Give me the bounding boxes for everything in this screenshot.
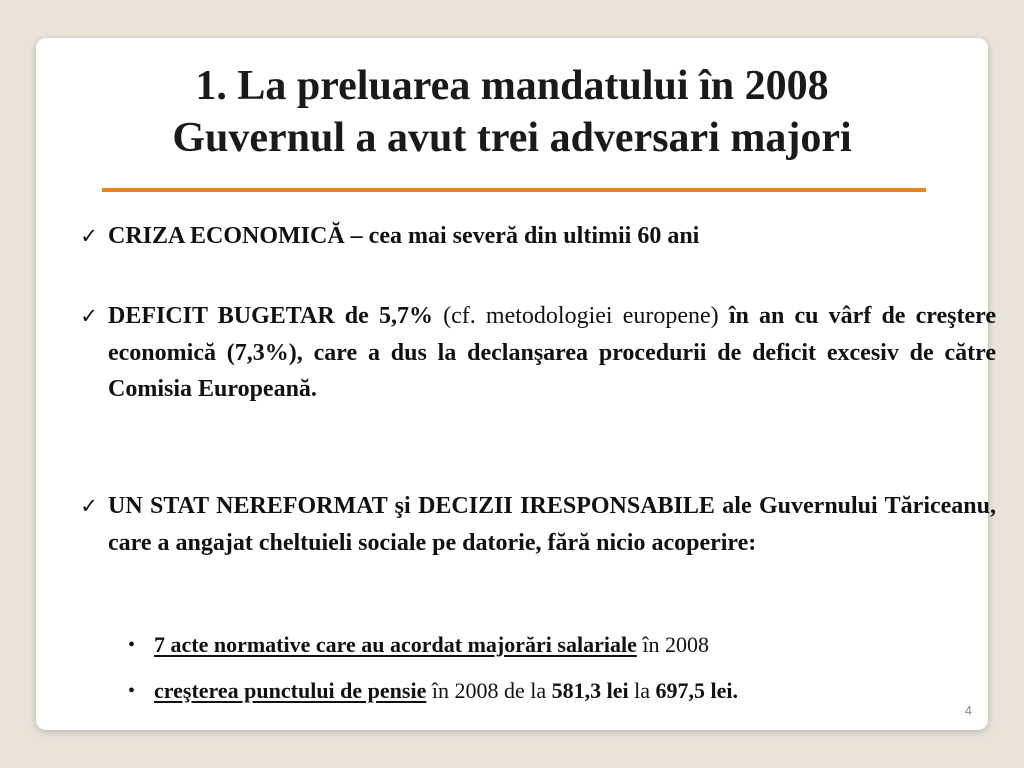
- bullet-text: [108, 298, 996, 408]
- checkmark-icon: ✓: [80, 224, 98, 248]
- sub-bullet-mid2: la: [628, 678, 656, 703]
- page-number: 4: [964, 703, 972, 718]
- bullet-item-budget-deficit: [78, 298, 996, 408]
- sub-bullet-underlined: creşterea punctului de pensie: [154, 678, 427, 703]
- pension-value-to: 697,5 lei.: [655, 678, 739, 703]
- bullet-dot-icon: •: [128, 680, 136, 702]
- sub-bullet-mid: în 2008 de la: [426, 678, 552, 703]
- bullet-text: UN STAT NEREFORMAT şi DECIZII IRESPONSABILE ale Guvernului Tăriceanu, care a angajat cheltuieli sociale pe datorie, fără nicio acoperire:: [108, 493, 996, 556]
- bullet-item-unreformed-state: [78, 488, 996, 561]
- bullet-bold-lead: DEFICIT BUGETAR de 5,7%: [108, 303, 433, 329]
- title-underline-divider: [102, 188, 926, 192]
- bullet-text: CRIZA ECONOMICĂ – cea mai severă din ultimii 60 ani: [108, 223, 700, 249]
- checkmark-icon: ✓: [80, 304, 98, 328]
- sub-bullet-rest: în 2008: [636, 632, 709, 657]
- slide: [36, 38, 996, 730]
- title-line-1: 1. La preluarea mandatului în 2008: [195, 63, 829, 109]
- bullet-item-economic-crisis: [78, 218, 996, 255]
- bullet-bold-tail: în an cu vârf de creştere economică (7,3%), care a dus la declanşarea procedurii de deficit excesiv de către Comisia Europeană.: [108, 303, 996, 402]
- sub-bullet-pension-point: [128, 676, 992, 706]
- sub-bullet-underlined: 7 acte normative care au acordat majorări salariale: [154, 632, 637, 657]
- slide-title: [36, 60, 988, 164]
- sub-bullet-salary-acts: [128, 630, 992, 660]
- bullet-dot-icon: •: [128, 634, 136, 656]
- title-line-2: Guvernul a avut trei adversari majori: [172, 115, 852, 161]
- bullet-normal-text: (cf. metodologiei europene): [432, 303, 729, 329]
- checkmark-icon: ✓: [80, 494, 98, 518]
- pension-value-from: 581,3 lei: [551, 678, 629, 703]
